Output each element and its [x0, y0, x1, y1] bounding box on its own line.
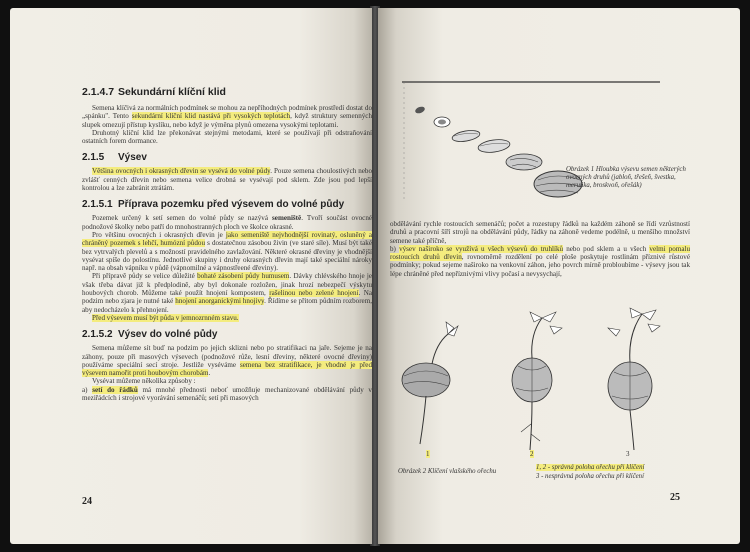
highlight: jako semeniště nejvhodnější rovinatý, osluněný a chráněný pozemek s lehčí, humózní půdou: [82, 230, 372, 248]
right-page: [378, 8, 740, 544]
paragraph: b) výsev naširoko se využívá u všech výsevů do truhlíků nebo pod sklem a u všech velmi pomalu rostoucích druhů dřevin, rovnoměrně rozdělení po celé ploše poskytuje rostlinám příznivé růstové podmínky; pokud sejeme naširoko na venkovní záhon, jeho povrch mírně probloubíme - výsevy jsou tak lépe chráněné před nepříznivými vlivy počasí a nevysychají,: [390, 244, 690, 278]
heading-2152: [82, 329, 372, 340]
heading-number: 2.1.4.7: [82, 86, 115, 98]
heading-title: Výsev do volné půdy: [118, 329, 218, 341]
left-page: [10, 8, 372, 544]
paragraph: Pro většinu ovocných i okrasných dřevin je jako semeniště nejvhodnější rovinatý, osluněný a chráněný pozemek s lehčí, humózní půdou s dostatečnou zásobou živin (ve staré síle). Musí být také bez vytrvalých plevelů a s možností pravidelného zavlažování. Některé okrasné dřeviny je vhodnější vysévat spíše do polostínu. Jednotlivé skupiny i druhy okrasných dřevin mají také speciální nároky např. na obsah vápníku v půdě (vápnomilné a vápnostřeené dřeviny).: [82, 230, 372, 273]
paragraph: Semena můžeme sít buď na podzim po jejich sklizni nebo po stratifikaci na jaře. Sejeme je na záhony, pouze při masových výsevech (podnožové růže, lesní dřeviny, některé ovocné dřeviny) používáme speciální secí stroje. Jestliže vyséváme semena bez stratifikace, je vhodné je před výsevem namořit proti houbovým chorobám.: [82, 344, 372, 378]
paragraph: Při přípravě půdy se velice důležité bohaté zásobení půdy humusem. Dávky chlévského hnoje je však třeba dávat již k předplodině, aby byl dokonale rozložen, jinak hrozí nebezpečí výskytu houbových chorob. Můžeme také použít hnojení kompostem, rašelinou nebo zelené hnojení. Na podzim nebo zjara je nutné také hnojení anorganickými hnojivy. Řídíme se přitom půdním rozborem, aby nedocházelo k přehnojení.: [82, 272, 372, 314]
seed-apricot: [477, 138, 510, 154]
highlight: 1, 2 - správná poloha ořechu při klíčení: [536, 464, 645, 471]
paragraph: Semena klíčivá za normálních podmínek se mohou za nepříhodných podmínek prostředí dostat do „spánku". Tento sekundární klíční klid nastává při vysokých teplotách, když struktury semenných slupek omezují přístup kyslíku, nebo když je výměna plynů omezena vysokými teplotami.: [82, 104, 372, 129]
heading-number: 2.1.5.2: [82, 329, 113, 341]
figure-1-caption: Obrázek 1 Hloubka výsevu semen některých ovocných druhů (jabloň, třešeň, švestka, meruňka, broskvoň, ořešák): [566, 166, 686, 189]
figure-2-caption: Obrázek 2 Klíčení vlašského ořechu: [398, 468, 497, 475]
seed-apple: [414, 105, 425, 114]
heading-2147: [82, 86, 372, 98]
paragraph: obdělávání rychle rostoucích semenáčů; počet a rozestupy řádků na každém záhoně se řídí vzrůstností druhů a pracovní šíří strojů na obdělávání půdy, řádky na záhoně vedeme podélně, u menšího množství semene také příčně,: [390, 220, 690, 245]
seed-plum: [451, 129, 480, 144]
seed-cherry: [434, 117, 450, 127]
heading-215: [82, 152, 372, 163]
highlight: velmi pomalu rostoucích druhů dřevin: [390, 244, 690, 262]
highlight: hnojení anorganickými hnojivy: [175, 297, 265, 306]
figure-label-3: 3: [626, 450, 630, 458]
highlight: Většina ovocných i okrasných dřevin se vysévá do volné půdy: [92, 167, 271, 176]
paragraph: Druhotný klíční klid lze překonávat stejnými metodami, které se používají při odstraňování ostatních forem dormance.: [82, 128, 372, 146]
germinating-walnut-3: [608, 308, 660, 450]
figure-2-legend: 1, 2 - správná poloha ořechu při klíčení 3 - nesprávná poloha ořechu při klíčení: [536, 464, 645, 480]
paragraph: Pozemek určený k setí semen do volné půdy se nazývá semeniště. Tvoří součást ovocné podnožové školky nebo patří do mnohostranných ploch ve školce okrasné.: [82, 214, 372, 231]
highlight: setí do řádků: [92, 385, 138, 394]
heading-number: 2.1.5.1: [82, 199, 113, 211]
heading-title: Sekundární klíční klid: [118, 86, 226, 98]
figure-label-2: 2: [530, 450, 534, 458]
heading-number: 2.1.5: [82, 152, 105, 164]
highlight: sekundární klíční klid nastává při vysokých teplotách: [131, 112, 291, 121]
germinating-walnut-1: [402, 322, 458, 444]
figure-label-1: 1: [426, 450, 430, 458]
seed-peach: [506, 154, 542, 170]
walnut-germination-figure: [392, 304, 692, 454]
highlight: semena bez stratifikace, je vhodné je před výsevem namořit proti houbovým chorobám: [82, 360, 372, 378]
highlight: výsev naširoko se využívá u všech výsevů do truhlíků: [399, 244, 564, 253]
highlight: Před výsevem musí být půda v jemnozrnném stavu.: [92, 313, 239, 322]
page-number-right: 25: [670, 492, 680, 503]
paragraph: [82, 314, 372, 322]
heading-title: Výsev: [118, 152, 147, 164]
paragraph: Vysévat můžeme několika způsoby :: [92, 377, 196, 386]
highlight: rašelinou nebo zelené hnojení: [269, 289, 359, 298]
heading-2151: [82, 199, 372, 210]
page-number-left: 24: [82, 496, 92, 507]
right-page-text: [390, 220, 690, 278]
germinating-walnut-2: [512, 312, 562, 450]
heading-title: Příprava pozemku před výsevem do volné půdy: [118, 199, 345, 211]
paragraph: a) setí do řádků má mnohé přednosti neboť umožňuje mechanizované obdělávání půdy v meziřádcích i strojové vyorávání semenáčů; setí při masových: [82, 385, 372, 403]
paragraph: Většina ovocných i okrasných dřevin se vysévá do volné půdy. Pouze semena choulostivých nebo zvlášť cenných dřevin nebo semena velice drobná se vysévají pod sklem. Zde jsou pod lepší kontrolou a lze zabránit ztrátám.: [82, 167, 372, 193]
left-page-content: [82, 86, 372, 402]
highlight: bohaté zásobení půdy humusem: [197, 272, 290, 281]
